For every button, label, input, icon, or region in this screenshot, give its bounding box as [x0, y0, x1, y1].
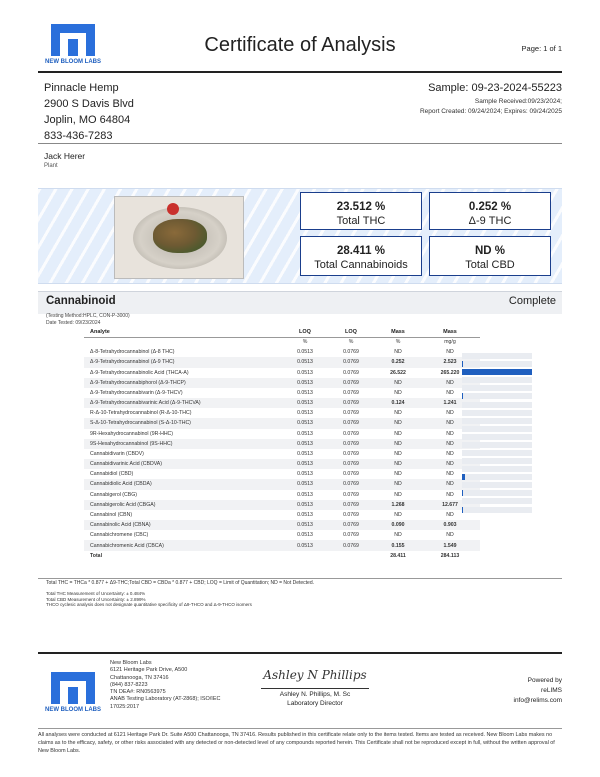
product-name: Jack Herer — [44, 151, 86, 161]
mass-percent-cell: ND — [394, 491, 402, 498]
mass-mgg-cell: 265.220 — [440, 369, 460, 376]
table-row — [84, 449, 480, 459]
loq-cell: 0.0513 — [297, 430, 313, 437]
mass-percent-cell: ND — [394, 389, 402, 396]
analyte-cell: R-Δ-10-Tetrahydrocannabinol (R-Δ-10-THC) — [90, 410, 192, 417]
powered-by — [514, 676, 563, 706]
loq-cell: 0.0513 — [297, 389, 313, 396]
loq-cell: 0.0513 — [297, 450, 313, 457]
concentration-bars — [462, 351, 532, 515]
stat-label: Total THC — [336, 215, 386, 227]
loq-cell: 0.0513 — [284, 357, 326, 367]
signer-name: Ashley N. Phillips, M. Sc — [279, 691, 351, 698]
analyte-cell: Cannabichromene (CBC) — [90, 532, 149, 539]
mass-mgg-cell: ND — [420, 418, 480, 428]
mass-percent-cell: 1.268 — [376, 500, 420, 510]
lab-info — [110, 660, 220, 711]
analyte-cell: Cannabidivarin (CBDV) — [90, 450, 144, 457]
loq-cell: 0.0513 — [297, 410, 313, 417]
loq-cell: 0.0769 — [343, 410, 359, 417]
powered-by-email[interactable]: info@relims.com — [513, 697, 562, 704]
loq-cell: 0.0513 — [297, 512, 313, 518]
concentration-bar-fill — [462, 361, 463, 367]
concentration-bar — [462, 410, 532, 416]
table-row — [84, 408, 480, 418]
section-meta — [46, 313, 130, 327]
table-row — [84, 347, 480, 357]
mass-mgg-cell: ND — [446, 491, 454, 498]
disclaimer: All analyses were conducted at 6121 Heritage Park Dr. Suite A500 Chattanooga, TN 37416. Results published in this certificate relate only to the items tested. Items are tested as received. New Bloom Labs makes no claims as to the efficacy, safety, or other risks associated with any detected or non-detected level of any compounds reported herein. This Certificate shall not be reproduced except in full, without the written approval of New Bloom Labs. — [38, 732, 555, 754]
signature-block — [255, 668, 375, 707]
lab-phone: (844) 837-8223 — [110, 681, 148, 688]
flower-image — [153, 219, 207, 253]
mass-mgg-cell: ND — [420, 479, 480, 489]
stat-value: 23.512 % — [336, 201, 386, 213]
table-row — [84, 357, 480, 367]
loq-cell: 0.0769 — [326, 439, 376, 449]
concentration-bar — [462, 474, 532, 480]
note-thc-uncertainty: Total THC Measurement of Uncertainty: ± 0.484% — [46, 591, 146, 596]
analyte-cell: Cannabigerolic Acid (CBGA) — [84, 500, 284, 510]
stat-label: Total Cannabinoids — [314, 259, 408, 271]
report-dates: Report Created: 09/24/2024; Expires: 09/24/2025 — [419, 108, 562, 115]
mass-mgg-cell: ND — [420, 378, 480, 388]
stat-value: 0.252 % — [468, 201, 512, 213]
mass-mgg-cell: 12.677 — [420, 500, 480, 510]
header-divider — [38, 71, 562, 73]
client-name: Pinnacle Hemp — [44, 82, 119, 94]
table-row — [84, 418, 480, 428]
concentration-bar-fill — [462, 490, 463, 496]
mass-mgg-cell: ND — [446, 430, 454, 437]
mass-mgg-cell: ND — [446, 349, 454, 356]
mass-mgg-cell: ND — [446, 471, 454, 478]
powered-by-label: Powered by — [527, 677, 562, 684]
stat-label: Δ-9 THC — [468, 215, 512, 227]
loq-cell: 0.0769 — [326, 500, 376, 510]
concentration-bar — [462, 361, 532, 367]
mass-percent-cell: ND — [394, 532, 402, 539]
mass-mgg-cell: 1.241 — [420, 398, 480, 408]
stat-total-thc — [300, 192, 422, 230]
table-row — [84, 510, 480, 520]
lab-iso: 17025:2017 — [110, 703, 140, 710]
loq-cell: 0.0769 — [326, 378, 376, 388]
signer-title: Laboratory Director — [287, 700, 343, 707]
logo-text: NEW BLOOM LABS — [45, 707, 101, 713]
loq-cell: 0.0513 — [284, 378, 326, 388]
mass-percent-cell: ND — [376, 418, 420, 428]
table-row — [84, 459, 480, 469]
client-block — [44, 80, 134, 144]
notes-block — [46, 580, 314, 608]
table-row — [84, 378, 480, 388]
mass-mgg-cell: 2.523 — [420, 357, 480, 367]
mass-percent-cell: ND — [376, 459, 420, 469]
lab-dea: TN DEA#: RN0563975 — [110, 689, 166, 696]
client-address-2: Joplin, MO 64804 — [44, 114, 131, 126]
stat-delta9-thc — [429, 192, 551, 230]
page-number: Page: 1 of 1 — [521, 44, 562, 53]
mass-percent-cell: ND — [394, 471, 402, 478]
page-title: Certificate of Analysis — [204, 34, 396, 56]
table-row — [84, 500, 480, 510]
mass-percent-cell: 28.411 — [390, 552, 406, 559]
mass-mgg-cell: ND — [446, 410, 454, 417]
loq-cell: 0.0513 — [284, 459, 326, 469]
stat-total-cannabinoids — [300, 236, 422, 276]
concentration-bar — [462, 498, 532, 504]
mass-percent-cell: 0.124 — [376, 398, 420, 408]
sample-photo — [114, 196, 244, 279]
table-row — [84, 388, 480, 398]
loq-cell: 0.0513 — [297, 491, 313, 498]
concentration-bar — [462, 418, 532, 424]
mass-mgg-cell: ND — [446, 532, 454, 539]
analyte-cell: Δ-9-Tetrahydrocannabiphorol (Δ-9-THCP) — [84, 378, 284, 388]
loq-cell: 0.0769 — [343, 450, 359, 457]
loq-cell: 0.0769 — [326, 520, 376, 530]
analyte-cell: 9S-Hexahydrocannabinol (9S-HHC) — [84, 439, 284, 449]
lab-address-1: 6121 Heritage Park Drive, A500 — [110, 667, 188, 674]
lab-name: New Bloom Labs — [110, 660, 152, 666]
unit-cell: % — [395, 339, 401, 346]
concentration-bar — [462, 482, 532, 488]
loq-cell: 0.0513 — [284, 520, 326, 530]
note-totals: Total THC = THCa * 0.877 + Δ9-THC;Total CBD = CBDa * 0.877 + CBD; LOQ = Limit of Quantitation; ND = Not Detected. — [46, 580, 314, 586]
loq-cell: 0.0769 — [343, 512, 359, 518]
mass-percent-cell: ND — [376, 378, 420, 388]
concentration-bar-fill — [462, 507, 463, 513]
analyte-cell: Cannabinolic Acid (CBNA) — [84, 520, 284, 530]
loq-cell: 0.0769 — [343, 532, 359, 539]
concentration-bar — [462, 393, 532, 399]
stat-total-cbd — [429, 236, 551, 276]
loq-cell: 0.0769 — [326, 479, 376, 489]
mass-mgg-cell: ND — [446, 389, 454, 396]
analyte-cell: 9R-Hexahydrocannabinol (9R-HHC) — [90, 430, 174, 437]
date-tested: Date Tested: 09/23/2024 — [46, 320, 101, 326]
client-address-1: 2900 S Davis Blvd — [44, 98, 134, 110]
analyte-cell: Cannabidiolic Acid (CBDA) — [84, 479, 284, 489]
loq-cell: 0.0513 — [284, 500, 326, 510]
sample-id: Sample: 09-23-2024-55223 — [428, 82, 562, 94]
loq-cell: 0.0513 — [284, 439, 326, 449]
section-title: Cannabinoid — [46, 295, 116, 307]
concentration-bar — [462, 442, 532, 448]
stat-label: Total CBD — [465, 259, 515, 271]
lab-anab: ANAB Testing Laboratory (AT-2868); ISO/IEC — [110, 696, 221, 703]
disclaimer-divider — [38, 728, 562, 729]
concentration-bar — [462, 507, 532, 513]
mass-mgg-cell: ND — [446, 512, 454, 518]
logo-text: NEW BLOOM LABS — [45, 59, 101, 65]
unit-cell: % — [302, 339, 308, 346]
signature-line — [261, 688, 369, 689]
loq-cell: 0.0769 — [343, 389, 359, 396]
loq-cell: 0.0769 — [326, 459, 376, 469]
mass-percent-cell: ND — [394, 450, 402, 457]
table-row — [84, 530, 480, 540]
analyte-cell: Δ-9-Tetrahydrocannabivarinic Acid (Δ-9-THCVA) — [84, 398, 284, 408]
table-row — [84, 479, 480, 489]
mass-percent-cell: ND — [394, 349, 402, 356]
header-analyte: Analyte — [90, 329, 110, 336]
concentration-bar — [462, 434, 532, 440]
notes-divider — [38, 578, 562, 579]
footer-divider — [38, 652, 562, 654]
mass-percent-cell: ND — [376, 479, 420, 489]
table-row — [84, 469, 480, 479]
loq-cell: 0.0513 — [284, 479, 326, 489]
loq-cell: 0.0769 — [343, 430, 359, 437]
testing-method: (Testing Method:HPLC, CON-P-3000) — [46, 313, 130, 319]
loq-cell: 0.0769 — [343, 491, 359, 498]
logo-mark-icon — [51, 672, 95, 704]
loq-cell — [326, 551, 376, 561]
cannabinoid-section-header — [38, 291, 562, 314]
concentration-bar — [462, 369, 532, 375]
mass-percent-cell: 0.252 — [376, 357, 420, 367]
loq-cell: 0.0513 — [297, 471, 313, 478]
mass-percent-cell: ND — [394, 512, 402, 518]
note-cbd-uncertainty: Total CBD Measurement of Uncertainty: ± 2.899% — [46, 596, 146, 602]
loq-cell — [284, 551, 326, 561]
concentration-bar — [462, 490, 532, 496]
mass-percent-cell: ND — [394, 410, 402, 417]
concentration-bar — [462, 385, 532, 391]
table-row — [84, 439, 480, 449]
header-loq: LOQ — [345, 329, 357, 336]
concentration-bar — [462, 458, 532, 464]
analyte-cell: Δ-9-Tetrahydrocannabinolic Acid (THCA-A) — [90, 369, 189, 376]
unit-cell: % — [348, 339, 354, 346]
concentration-bar — [462, 450, 532, 456]
mass-mgg-cell: 0.903 — [420, 520, 480, 530]
loq-cell: 0.0769 — [326, 418, 376, 428]
table-row — [84, 551, 480, 561]
table-row — [84, 520, 480, 530]
table-row — [84, 429, 480, 439]
mass-mgg-cell: 284.113 — [440, 552, 460, 559]
loq-cell: 0.0513 — [297, 532, 313, 539]
loq-cell: 0.0513 — [297, 349, 313, 356]
unit-cell — [84, 337, 284, 347]
concentration-bar — [462, 377, 532, 383]
analyte-cell: Total — [90, 552, 103, 559]
concentration-bar — [462, 466, 532, 472]
mass-mgg-cell: ND — [420, 439, 480, 449]
analyte-cell: Δ-9-Tetrahydrocannabivarin (Δ-9-THCV) — [90, 389, 183, 396]
sample-block — [420, 82, 562, 117]
note-thco: THCO cyclesic analysis does not designate quantitative specificity of Δ9-THCO and Δ-9-THCO isomers — [46, 602, 252, 607]
mass-percent-cell: 0.090 — [376, 520, 420, 530]
table-row — [84, 490, 480, 500]
mass-percent-cell: ND — [394, 430, 402, 437]
client-phone: 833-436-7283 — [44, 130, 113, 142]
header-mass: Mass — [443, 329, 457, 336]
analyte-cell: Cannabidiol (CBD) — [90, 471, 134, 478]
mass-percent-cell: 0.155 — [376, 540, 420, 550]
loq-cell: 0.0769 — [343, 349, 359, 356]
loq-cell: 0.0513 — [284, 398, 326, 408]
concentration-bar — [462, 402, 532, 408]
loq-cell: 0.0769 — [343, 471, 359, 478]
analyte-cell: Δ-8-Tetrahydrocannabinol (Δ-8 THC) — [90, 349, 175, 356]
cannabinoid-table — [84, 328, 480, 561]
loq-cell: 0.0513 — [284, 540, 326, 550]
stat-value: 28.411 % — [337, 245, 385, 257]
concentration-bar-fill — [462, 369, 532, 375]
unit-cell: mg/g — [444, 339, 456, 346]
mass-percent-cell: 26.522 — [390, 369, 406, 376]
header-loq: LOQ — [299, 329, 311, 336]
loq-cell: 0.0769 — [343, 369, 359, 376]
mass-mgg-cell: 1.549 — [420, 540, 480, 550]
lab-address-2: Chattanooga, TN 37416 — [110, 674, 169, 681]
analyte-cell: Δ-9-Tetrahydrocannabinol (Δ-9 THC) — [84, 357, 284, 367]
loq-cell: 0.0769 — [326, 357, 376, 367]
mass-percent-cell: ND — [376, 439, 420, 449]
loq-cell: 0.0513 — [297, 369, 313, 376]
analyte-cell: Cannabinol (CBN) — [90, 512, 133, 518]
analyte-cell: Cannabidivarinic Acid (CBDVA) — [84, 459, 284, 469]
signature: Ashley N Phillips — [263, 668, 367, 682]
header-mass: Mass — [391, 329, 405, 336]
cap-image — [167, 203, 179, 215]
product-type: Plant — [44, 163, 58, 169]
table-row — [84, 540, 480, 550]
table-row — [84, 398, 480, 408]
mass-mgg-cell: ND — [420, 459, 480, 469]
product-block — [44, 151, 85, 169]
footer-logo — [44, 672, 102, 714]
powered-by-name: reLIMS — [541, 687, 562, 694]
section-status: Complete — [508, 295, 556, 307]
loq-cell: 0.0769 — [326, 540, 376, 550]
analyte-cell: S-Δ-10-Tetrahydrocannabinol (S-Δ-10-THC) — [84, 418, 284, 428]
loq-cell: 0.0513 — [284, 418, 326, 428]
concentration-bar-fill — [462, 393, 463, 399]
loq-cell: 0.0769 — [326, 398, 376, 408]
concentration-bar-fill — [462, 474, 465, 480]
concentration-bar — [462, 353, 532, 359]
mass-mgg-cell: ND — [446, 450, 454, 457]
stat-value: ND % — [474, 245, 506, 257]
client-divider — [38, 143, 562, 144]
concentration-bar — [462, 426, 532, 432]
table-row — [84, 368, 480, 378]
analyte-cell: Cannabigerol (CBG) — [90, 491, 137, 498]
sample-received: Sample Received:09/23/2024; — [474, 98, 562, 105]
analyte-cell: Cannabichromenic Acid (CBCA) — [84, 540, 284, 550]
